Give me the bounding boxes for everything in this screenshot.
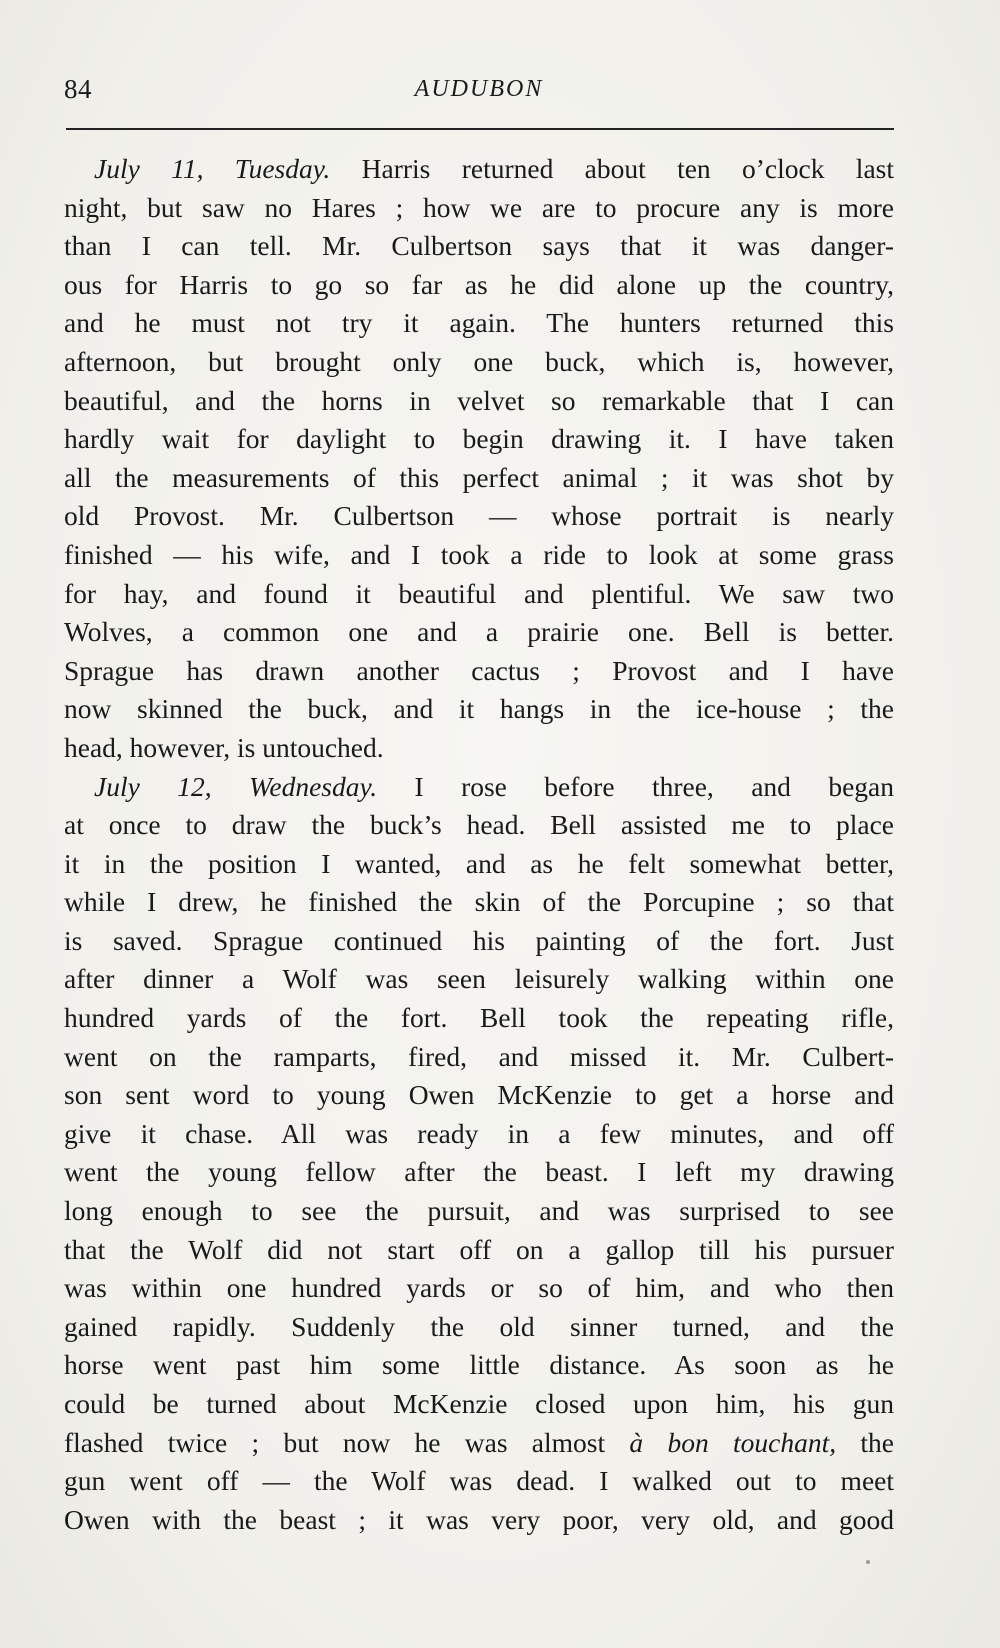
- text-line: [64, 845, 894, 884]
- text-segment: ous for Harris to go so far as he did alone up the country,: [64, 268, 894, 300]
- text-segment: Wolves, a common one and a prairie one. Bell is better.: [64, 616, 894, 648]
- text-segment: for hay, and found it beautiful and plentiful. We saw two: [64, 577, 894, 609]
- text-segment: all the measurements of this perfect animal ; it was shot by: [64, 461, 894, 493]
- text-segment: flashed twice ; but now he was almost: [64, 1426, 630, 1458]
- text-segment: horse went past him some little distance. As soon as he: [64, 1349, 894, 1381]
- text-line: [64, 189, 894, 228]
- text-segment: is saved. Sprague continued his painting of the fort. Just: [64, 924, 894, 956]
- text-line: [64, 1115, 894, 1154]
- text-line: [64, 999, 894, 1038]
- text-segment: it in the position I wanted, and as he felt somewhat better,: [64, 847, 894, 879]
- text-line: [64, 768, 894, 807]
- text-line: [64, 883, 894, 922]
- text-segment: Sprague has drawn another cactus ; Provost and I have: [64, 654, 894, 686]
- text-segment: long enough to see the pursuit, and was surprised to see: [64, 1195, 894, 1227]
- text-line: [64, 1501, 894, 1540]
- italic-text: July 11, Tuesday.: [94, 153, 331, 184]
- text-segment: was within one hundred yards or so of him, and who then: [64, 1272, 894, 1304]
- text-segment: went the young fellow after the beast. I left my drawing: [64, 1156, 894, 1188]
- text-segment: hundred yards of the fort. Bell took the repeating rifle,: [64, 1002, 894, 1034]
- text-line: [64, 1346, 894, 1385]
- text-segment: give it chase. All was ready in a few minutes, and off: [64, 1117, 894, 1149]
- text-line: [64, 922, 894, 961]
- italic-text: July 12, Wednesday.: [94, 770, 378, 802]
- text-line: [64, 1385, 894, 1424]
- text-segment: went on the ramparts, fired, and missed it. Mr. Culbert-: [64, 1040, 894, 1072]
- text-line: [64, 652, 894, 691]
- text-segment: gained rapidly. Suddenly the old sinner turned, and the: [64, 1310, 894, 1342]
- text-line: [64, 382, 894, 421]
- text-line: [64, 497, 894, 536]
- text-line: [64, 304, 894, 343]
- text-line: [64, 343, 894, 382]
- text-segment: head, however, is untouched.: [64, 731, 384, 763]
- text-line: [64, 227, 894, 266]
- header-rule: [66, 128, 894, 130]
- text-segment: night, but saw no Hares ; how we are to procure any is more: [64, 191, 894, 223]
- text-line: [64, 690, 894, 729]
- body-text: [64, 150, 894, 1539]
- text-line: [64, 1038, 894, 1077]
- text-segment: and he must not try it again. The hunters returned this: [64, 307, 894, 339]
- text-segment: Owen with the beast ; it was very poor, very old, and good: [64, 1503, 894, 1535]
- text-segment: I rose before three, and began: [377, 770, 894, 802]
- italic-text: à bon touchant,: [629, 1426, 837, 1458]
- text-line: [64, 266, 894, 305]
- text-segment: old Provost. Mr. Culbertson — whose portrait is nearly: [64, 500, 894, 532]
- text-segment: son sent word to young Owen McKenzie to get a horse and: [64, 1079, 894, 1111]
- text-segment: Harris returned about ten o’clock last: [330, 153, 894, 184]
- text-segment: could be turned about McKenzie closed upon him, his gun: [64, 1388, 894, 1419]
- text-segment: the: [836, 1426, 894, 1458]
- text-line: [64, 575, 894, 614]
- running-head: AUDUBON: [414, 76, 544, 102]
- paper-speck: [866, 1560, 870, 1564]
- text-segment: finished — his wife, and I took a ride to look at some grass: [64, 538, 894, 570]
- text-line: [64, 613, 894, 652]
- text-line: [64, 459, 894, 498]
- text-segment: at once to draw the buck’s head. Bell assisted me to place: [64, 809, 894, 841]
- text-line: [64, 420, 894, 459]
- text-line: [64, 960, 894, 999]
- text-line: [64, 1269, 894, 1308]
- text-line: [64, 806, 894, 845]
- text-line: [64, 1153, 894, 1192]
- text-line: [64, 150, 894, 189]
- text-segment: than I can tell. Mr. Culbertson says that it was danger-: [64, 230, 894, 262]
- text-line: [64, 729, 894, 768]
- text-segment: that the Wolf did not start off on a gallop till his pursuer: [64, 1233, 894, 1265]
- text-segment: afternoon, but brought only one buck, which is, however,: [64, 345, 894, 377]
- text-line: [64, 1462, 894, 1501]
- text-line: [64, 1192, 894, 1231]
- text-line: [64, 1076, 894, 1115]
- text-segment: after dinner a Wolf was seen leisurely walking within one: [64, 963, 894, 995]
- page-number: 84: [64, 74, 92, 104]
- text-segment: beautiful, and the horns in velvet so remarkable that I can: [64, 384, 894, 416]
- text-segment: hardly wait for daylight to begin drawing it. I have taken: [64, 423, 894, 455]
- text-line: [64, 536, 894, 575]
- page-header: [64, 74, 894, 110]
- text-segment: now skinned the buck, and it hangs in the ice-house ; the: [64, 693, 894, 725]
- text-segment: gun went off — the Wolf was dead. I walked out to meet: [64, 1465, 894, 1497]
- text-segment: while I drew, he finished the skin of the Porcupine ; so that: [64, 886, 894, 918]
- text-line: [64, 1308, 894, 1347]
- text-line: [64, 1424, 894, 1463]
- text-line: [64, 1231, 894, 1270]
